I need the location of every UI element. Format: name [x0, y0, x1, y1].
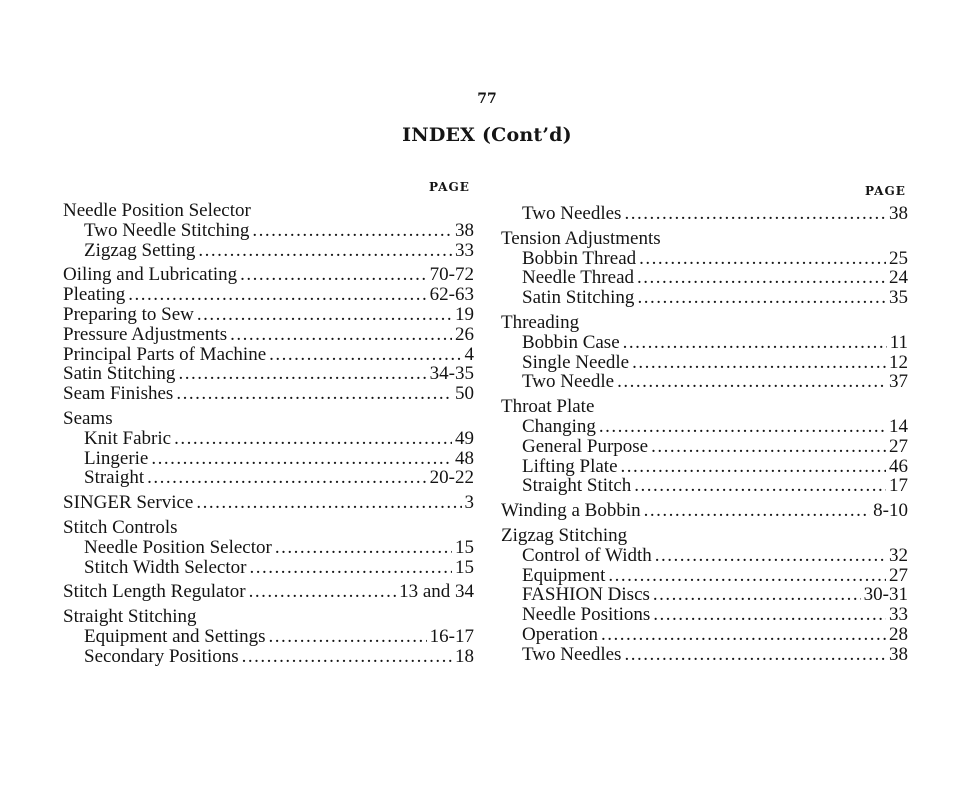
entry-label: Lifting Plate [522, 455, 618, 477]
dot-leader [617, 372, 886, 392]
entry-page-ref: 27 [889, 564, 908, 586]
index-heading: Stitch Controls [63, 516, 178, 538]
entry-page-ref: 8-10 [873, 500, 908, 522]
dot-leader [197, 305, 452, 325]
page-column-heading-right: PAGE [865, 184, 906, 198]
entry-page-ref: 15 [455, 556, 474, 578]
entry-page-ref: 35 [889, 287, 908, 309]
index-subentry [501, 605, 908, 625]
page-number: 77 [477, 91, 497, 107]
index-subentry [63, 468, 474, 488]
entry-label: Equipment [522, 564, 606, 586]
index-entry [63, 285, 474, 305]
entry-label: Equipment and Settings [84, 625, 266, 647]
index-entry [63, 265, 474, 285]
entry-page-ref: 27 [889, 435, 908, 457]
entry-page-ref: 38 [455, 219, 474, 241]
index-entry [63, 345, 474, 365]
entry-page-ref: 16-17 [429, 625, 474, 647]
entry-page-ref: 50 [455, 383, 474, 405]
entry-page-ref: 37 [889, 371, 908, 393]
dot-leader [632, 353, 886, 373]
dot-leader [601, 625, 886, 645]
entry-label: Satin Stitching [522, 287, 635, 309]
entry-label: Pressure Adjustments [63, 323, 228, 345]
entry-page-ref: 49 [455, 427, 474, 449]
dot-leader [176, 384, 452, 404]
index-subentry [63, 221, 474, 241]
dot-leader [653, 585, 861, 605]
index-subentry [501, 249, 908, 269]
entry-label: Principal Parts of Machine [63, 343, 267, 365]
dot-leader [653, 605, 886, 625]
dot-leader [151, 449, 452, 469]
entry-label: Stitch Width Selector [84, 556, 247, 578]
entry-label: Operation [522, 623, 598, 645]
entry-page-ref: 28 [889, 623, 908, 645]
index-entry [63, 364, 474, 384]
index-heading: Tension Adjustments [501, 227, 661, 249]
entry-label: General Purpose [522, 435, 649, 457]
dot-leader [198, 241, 452, 261]
entry-page-ref: 30-31 [863, 584, 908, 606]
index-heading: Throat Plate [501, 396, 595, 418]
dot-leader [651, 437, 886, 457]
index-subentry [501, 204, 908, 224]
index-subentry [63, 449, 474, 469]
entry-label: Bobbin Thread [522, 247, 637, 269]
index-entry [63, 384, 474, 404]
index-subentry [63, 558, 474, 578]
entry-page-ref: 70-72 [429, 264, 474, 286]
index-subentry [501, 546, 908, 566]
entry-label: Needle Positions [522, 604, 651, 626]
index-heading: Zigzag Stitching [501, 524, 628, 546]
entry-page-ref: 25 [889, 247, 908, 269]
index-subentry [63, 627, 474, 647]
entry-page-ref: 15 [455, 536, 474, 558]
dot-leader [178, 364, 426, 384]
entry-page-ref: 18 [455, 645, 474, 667]
index-entry [63, 325, 474, 345]
entry-label: Bobbin Case [522, 331, 620, 353]
dot-leader [599, 417, 886, 437]
index-subentry [501, 268, 908, 288]
dot-leader [174, 429, 452, 449]
index-subentry [501, 585, 908, 605]
entry-label: Two Needle [522, 371, 615, 393]
index-heading: Seams [63, 407, 113, 429]
page-title: INDEX (Cont’d) [402, 124, 572, 146]
entry-label: Secondary Positions [84, 645, 239, 667]
dot-leader [644, 501, 871, 521]
entry-page-ref: 46 [889, 455, 908, 477]
index-subentry [63, 429, 474, 449]
entry-label: Needle Thread [522, 267, 635, 289]
dot-leader [269, 345, 461, 365]
dot-leader [240, 265, 427, 285]
entry-label: Satin Stitching [63, 363, 176, 385]
entry-label: Needle Position Selector [84, 536, 272, 558]
index-entry [63, 305, 474, 325]
dot-leader [634, 476, 886, 496]
index-subentry [501, 476, 908, 496]
index-entry [501, 501, 908, 521]
entry-page-ref: 13 and 34 [399, 581, 474, 603]
entry-label: Lingerie [84, 447, 149, 469]
dot-leader [608, 566, 886, 586]
index-subentry [501, 566, 908, 586]
index-subentry [501, 417, 908, 437]
index-subentry [501, 353, 908, 373]
entry-label: Straight Stitch [522, 475, 632, 497]
dot-leader [623, 333, 887, 353]
entry-label: Zigzag Setting [84, 239, 196, 261]
entry-page-ref: 24 [889, 267, 908, 289]
dot-leader [624, 204, 886, 224]
dot-leader [639, 249, 886, 269]
entry-page-ref: 33 [889, 604, 908, 626]
dot-leader [624, 645, 886, 665]
dot-leader [230, 325, 452, 345]
dot-leader [637, 288, 886, 308]
entry-label: FASHION Discs [522, 584, 650, 606]
index-subentry [501, 457, 908, 477]
index-subentry [501, 645, 908, 665]
dot-leader [128, 285, 426, 305]
entry-label: SINGER Service [63, 492, 194, 514]
entry-page-ref: 38 [889, 203, 908, 224]
index-subentry [63, 647, 474, 667]
index-heading: Straight Stitching [63, 606, 197, 628]
entry-page-ref: 19 [455, 303, 474, 325]
index-column-left [63, 201, 474, 667]
entry-label: Pleating [63, 284, 126, 306]
dot-leader [621, 457, 886, 477]
entry-label: Seam Finishes [63, 383, 174, 405]
entry-page-ref: 26 [455, 323, 474, 345]
index-subentry [63, 538, 474, 558]
entry-label: Two Needles [522, 203, 622, 224]
index-subentry [501, 372, 908, 392]
entry-page-ref: 17 [889, 475, 908, 497]
entry-label: Straight [84, 467, 145, 489]
index-subentry [501, 625, 908, 645]
dot-leader [269, 627, 427, 647]
entry-page-ref: 33 [455, 239, 474, 261]
entry-page-ref: 38 [889, 643, 908, 665]
entry-page-ref: 11 [889, 331, 908, 353]
dot-leader [249, 558, 452, 578]
entry-page-ref: 3 [464, 492, 474, 514]
entry-label: Stitch Length Regulator [63, 581, 246, 603]
entry-label: Two Needle Stitching [84, 219, 250, 241]
entry-page-ref: 4 [464, 343, 474, 365]
entry-label: Oiling and Lubricating [63, 264, 238, 286]
entry-label: Single Needle [522, 351, 630, 373]
index-entry [63, 582, 474, 602]
entry-page-ref: 12 [889, 351, 908, 373]
entry-page-ref: 62-63 [429, 284, 474, 306]
index-entry [63, 493, 474, 513]
page-column-heading-left: PAGE [429, 180, 470, 194]
dot-leader [275, 538, 452, 558]
dot-leader [249, 582, 396, 602]
index-column-right [501, 204, 908, 665]
entry-page-ref: 14 [889, 415, 908, 437]
entry-page-ref: 32 [889, 544, 908, 566]
entry-page-ref: 20-22 [429, 467, 474, 489]
index-subentry [501, 288, 908, 308]
index-subentry [63, 241, 474, 261]
entry-page-ref: 34-35 [429, 363, 474, 385]
entry-label: Knit Fabric [84, 427, 172, 449]
index-subentry [501, 437, 908, 457]
index-heading: Threading [501, 311, 580, 333]
index-subentry [501, 333, 908, 353]
entry-label: Changing [522, 415, 596, 437]
entry-label: Preparing to Sew [63, 303, 194, 325]
dot-leader [637, 268, 886, 288]
dot-leader [252, 221, 452, 241]
dot-leader [196, 493, 461, 513]
dot-leader [242, 647, 452, 667]
entry-label: Control of Width [522, 544, 652, 566]
index-heading: Needle Position Selector [63, 200, 251, 221]
dot-leader [655, 546, 886, 566]
entry-label: Winding a Bobbin [501, 500, 641, 522]
entry-label: Two Needles [522, 643, 622, 665]
entry-page-ref: 48 [455, 447, 474, 469]
dot-leader [147, 468, 427, 488]
